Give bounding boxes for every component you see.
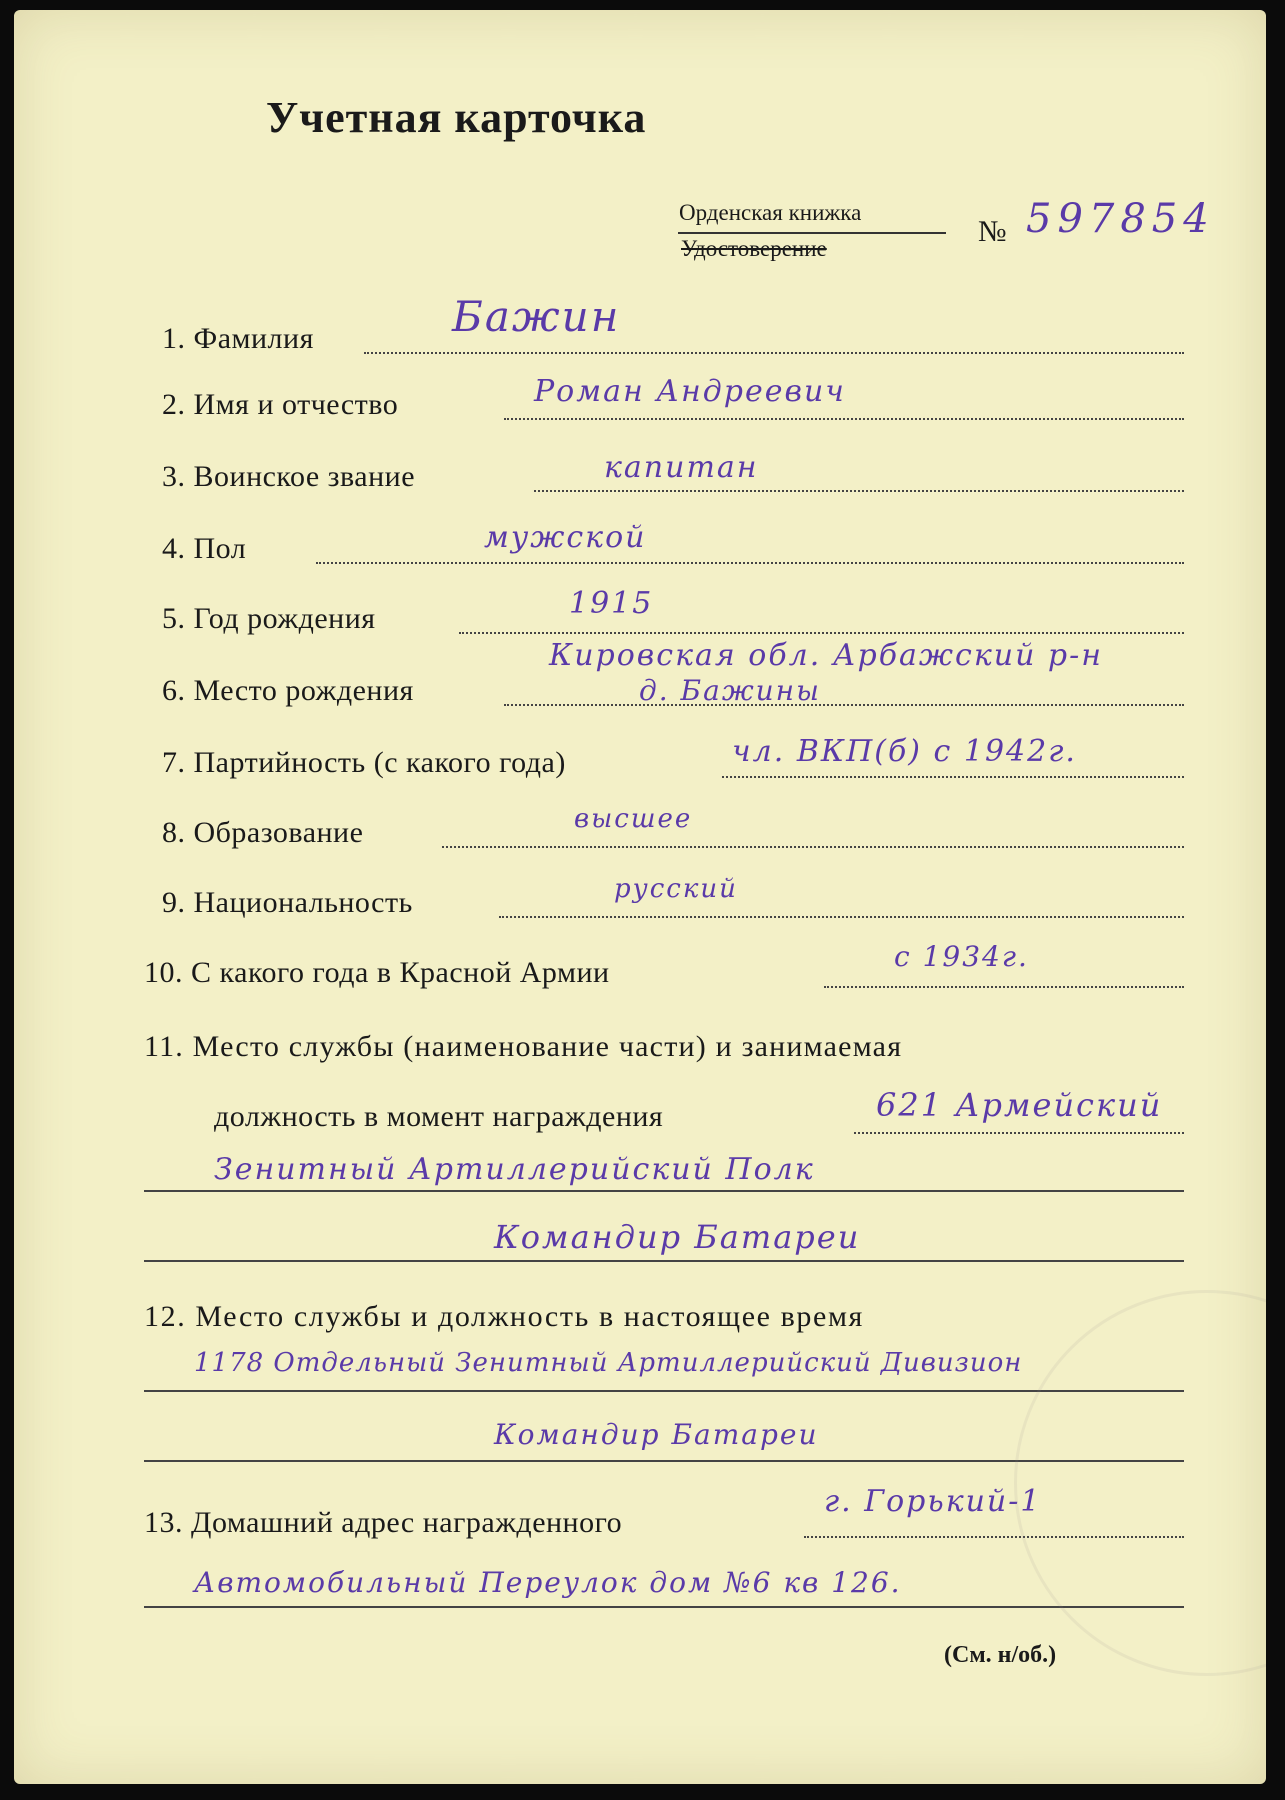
- order-number-value: 597854: [1026, 196, 1215, 242]
- field-birth-year-line: [459, 632, 1184, 634]
- field-nationality-line: [499, 916, 1184, 918]
- certificate-label: Удостоверение: [681, 236, 827, 261]
- field-education-line: [442, 846, 1184, 848]
- field-birthplace-value: Кировская обл. Арбажский р-н: [549, 638, 1104, 673]
- order-book-separator: [678, 232, 946, 234]
- faded-stamp: [1014, 1290, 1266, 1676]
- field-service-value-3: Командир Батареи: [494, 1218, 861, 1256]
- field-sex-value: мужской: [484, 520, 647, 555]
- field-surname-line: [364, 352, 1184, 354]
- field-service-line: [854, 1132, 1184, 1134]
- number-sign: №: [978, 215, 1008, 248]
- field-address-value: г. Горький-1: [824, 1484, 1042, 1519]
- field-surname-label: 1. Фамилия: [162, 322, 314, 355]
- field-birthplace-value-2: д. Бажины: [639, 674, 821, 707]
- field-education-label: 8. Образование: [162, 816, 364, 849]
- order-book-label: Орденская книжка: [679, 200, 862, 225]
- field-party-label: 7. Партийность (с какого года): [162, 746, 566, 779]
- field-address-value-2: Автомобильный Переулок дом №6 кв 126.: [194, 1566, 902, 1599]
- field-birth-year-label: 5. Год рождения: [162, 602, 376, 635]
- field-name-line: [504, 418, 1184, 420]
- field-address-label: 13. Домашний адрес награжденного: [144, 1506, 623, 1539]
- field-address-line-2: [144, 1606, 1184, 1608]
- field-party-line: [722, 776, 1184, 778]
- field-rank-label: 3. Воинское звание: [162, 460, 416, 493]
- field-service-line-2: [144, 1190, 1184, 1192]
- field-party-value: чл. ВКП(б) с 1942г.: [732, 734, 1077, 769]
- footer-note: (См. н/об.): [944, 1642, 1057, 1668]
- field-army-year-line: [824, 986, 1184, 988]
- field-surname-value: Бажин: [452, 292, 621, 341]
- field-current-service-line: [144, 1390, 1184, 1392]
- field-service-label: 11. Место службы (наименование части) и занимаемая: [144, 1030, 903, 1063]
- field-sex-line: [316, 562, 1184, 564]
- field-service-line-3: [144, 1260, 1184, 1262]
- field-birthplace-line: [504, 704, 1184, 706]
- field-service-label-2: должность в момент награждения: [214, 1100, 664, 1133]
- registration-card: [14, 10, 1266, 1784]
- field-service-value-2: Зенитный Артиллерийский Полк: [214, 1152, 815, 1187]
- field-army-year-label: 10. С какого года в Красной Армии: [144, 956, 610, 989]
- field-current-service-label: 12. Место службы и должность в настоящее время: [144, 1300, 864, 1333]
- field-army-year-value: с 1934г.: [894, 940, 1029, 973]
- field-current-service-value-2: Командир Батареи: [494, 1418, 819, 1451]
- field-rank-value: капитан: [604, 450, 759, 485]
- field-current-service-value: 1178 Отдельный Зенитный Артиллерийский Дивизион: [194, 1348, 1023, 1378]
- field-sex-label: 4. Пол: [162, 532, 247, 565]
- page-title: Учетная карточка: [266, 93, 647, 142]
- field-education-value: высшее: [574, 804, 693, 834]
- field-birthplace-label: 6. Место рождения: [162, 674, 414, 707]
- field-name-label: 2. Имя и отчество: [162, 388, 399, 421]
- field-birth-year-value: 1915: [569, 586, 654, 621]
- field-service-value: 621 Армейский: [876, 1086, 1163, 1124]
- field-nationality-label: 9. Национальность: [162, 886, 413, 919]
- field-nationality-value: русский: [614, 874, 738, 904]
- field-rank-line: [534, 490, 1184, 492]
- field-name-value: Роман Андреевич: [534, 374, 846, 409]
